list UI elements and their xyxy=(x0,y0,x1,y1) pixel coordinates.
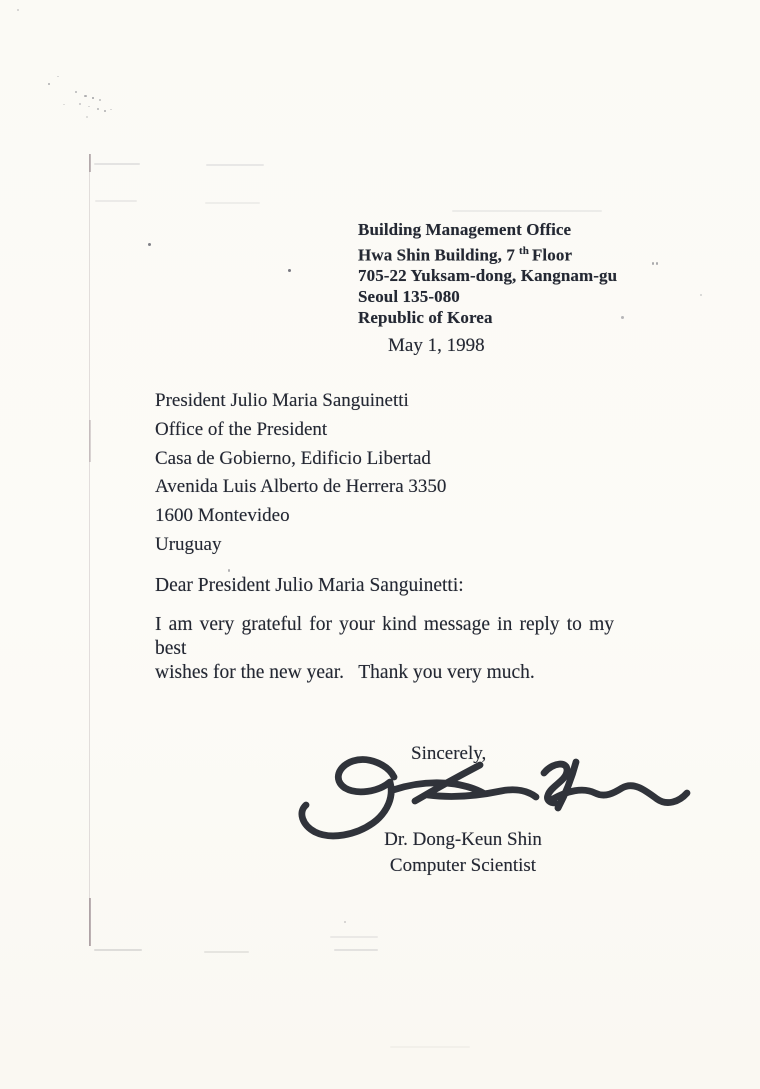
scan-streak xyxy=(204,951,249,953)
scan-speck xyxy=(288,269,291,272)
scan-speck xyxy=(17,9,19,11)
sender-line-country: Republic of Korea xyxy=(358,308,493,328)
recipient-address-block xyxy=(155,387,446,560)
sender-address-block xyxy=(358,220,617,329)
scan-speck xyxy=(652,262,654,265)
signer-title: Computer Scientist xyxy=(389,854,537,876)
sender-line-street: 705-22 Yuksam-dong, Kangnam-gu xyxy=(358,266,618,286)
date-line: May 1, 1998 xyxy=(388,335,485,356)
scan-speck xyxy=(700,294,702,296)
scan-speck xyxy=(228,569,230,572)
recipient-country: Uruguay xyxy=(155,533,222,555)
scan-streak xyxy=(205,202,260,204)
sender-line-office: Building Management Office xyxy=(358,220,572,239)
scan-streak xyxy=(94,949,142,951)
scan-streak xyxy=(390,1046,470,1048)
body-paragraph xyxy=(155,613,614,686)
scan-speck xyxy=(104,110,106,112)
scan-speck xyxy=(86,116,88,118)
scan-speck xyxy=(79,103,81,105)
scan-speck xyxy=(57,76,59,77)
recipient-street: Avenida Luis Alberto de Herrera 3350 xyxy=(155,476,447,498)
sender-line-city: Seoul 135-080 xyxy=(358,287,460,307)
scan-speck xyxy=(84,95,87,97)
scan-streak xyxy=(94,163,140,165)
recipient-city: 1600 Montevideo xyxy=(155,505,290,527)
scan-speck xyxy=(344,921,346,923)
sender-building-prefix: Hwa Shin Building, 7 xyxy=(358,245,515,265)
scan-speck xyxy=(75,91,77,93)
sender-building-suffix: Floor xyxy=(531,245,573,265)
scan-speck xyxy=(92,97,94,99)
signature-block xyxy=(368,827,558,878)
recipient-name: President Julio Maria Sanguinetti xyxy=(155,390,409,411)
scan-fold-line-segment xyxy=(89,154,91,172)
scan-speck xyxy=(99,99,101,101)
salutation: Dear President Julio Maria Sanguinetti: xyxy=(155,575,464,596)
scan-streak xyxy=(95,200,137,202)
scan-speck xyxy=(48,83,50,85)
scan-fold-line xyxy=(89,154,90,946)
recipient-building: Casa de Gobierno, Edificio Libertad xyxy=(155,447,431,469)
signer-name: Dr. Dong-Keun Shin xyxy=(384,829,542,850)
body-line-1: I am very grateful for your kind message in reply to my best xyxy=(155,614,614,660)
scan-speck xyxy=(621,316,624,319)
recipient-office: Office of the President xyxy=(155,418,328,440)
scan-speck xyxy=(110,109,112,110)
scan-speck xyxy=(88,106,90,107)
scan-speck xyxy=(97,108,99,110)
body-line-2: wishes for the new year. Thank you very much. xyxy=(155,662,535,684)
scan-speck xyxy=(148,243,151,246)
scan-streak xyxy=(330,936,378,938)
scan-streak xyxy=(206,164,264,166)
sender-line-building xyxy=(358,241,617,267)
scan-speck xyxy=(63,104,65,105)
signature-stroke xyxy=(302,760,687,836)
scan-fold-line-segment xyxy=(89,420,91,462)
scan-streak xyxy=(334,949,378,951)
valediction: Sincerely, xyxy=(411,743,487,764)
scan-streak xyxy=(452,210,602,212)
floor-ordinal-superscript: th xyxy=(518,244,529,257)
scan-speck xyxy=(656,262,658,265)
scan-fold-line-segment xyxy=(89,898,91,946)
